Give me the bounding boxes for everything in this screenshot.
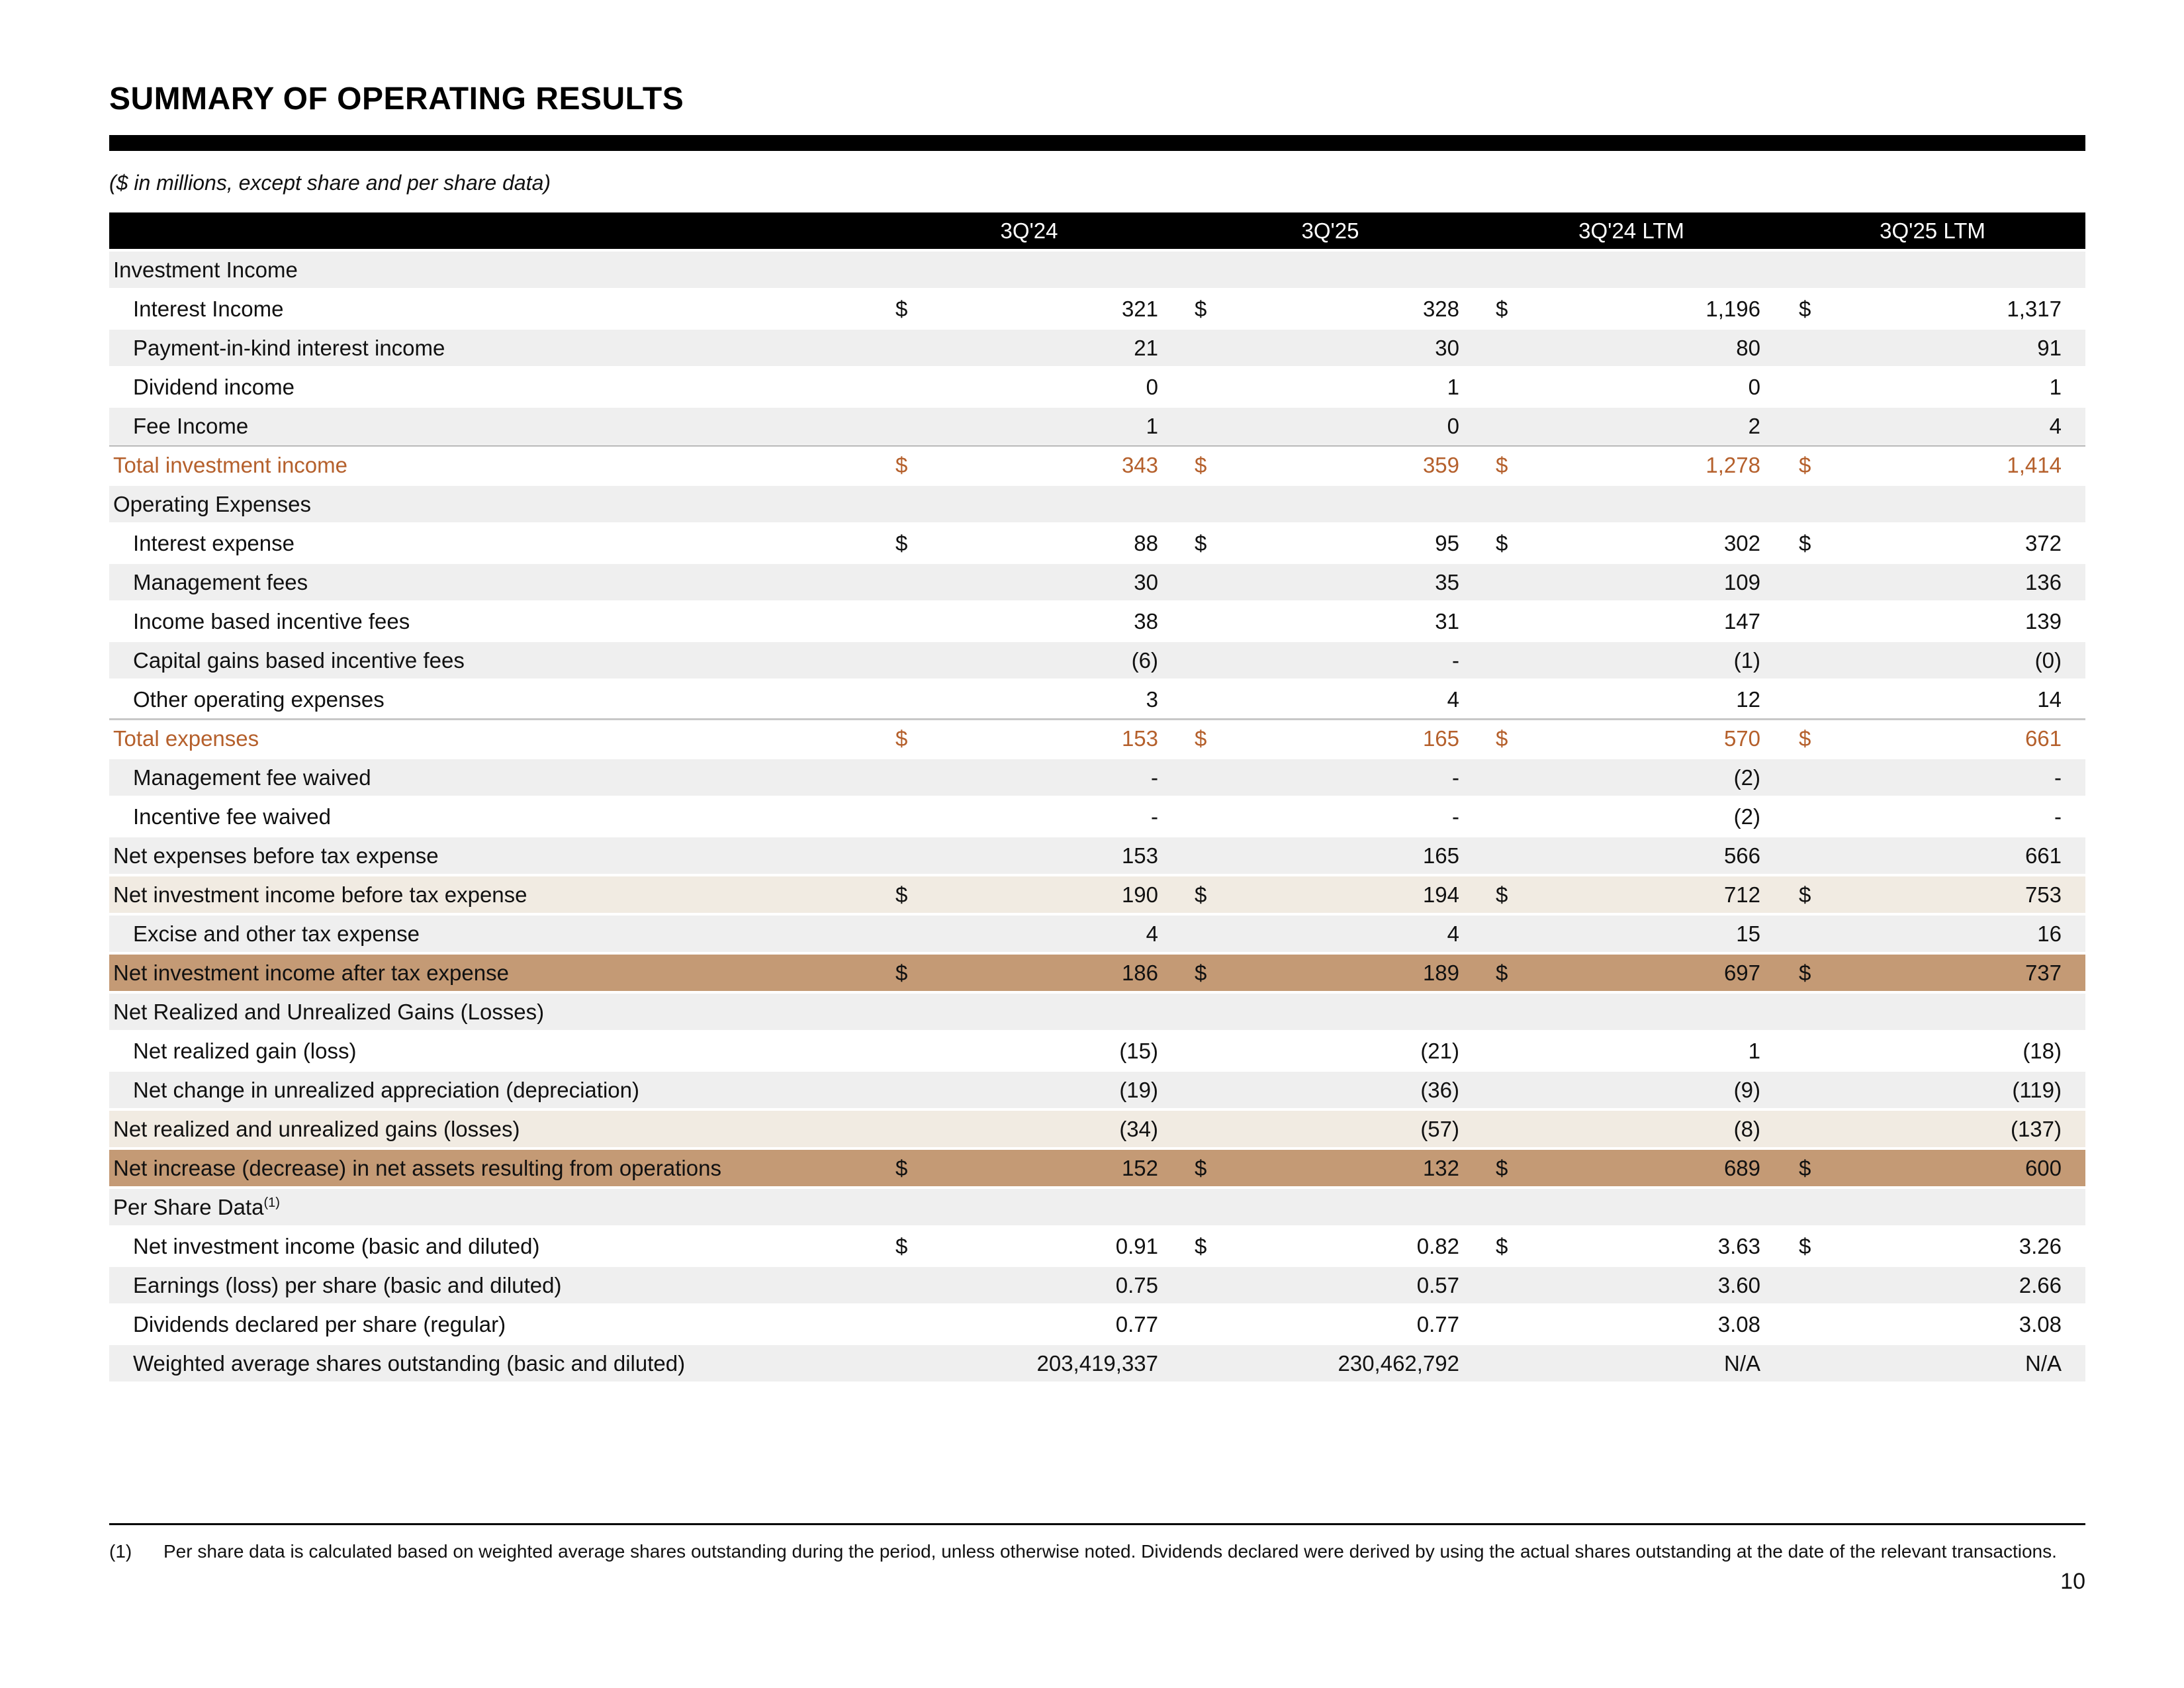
table-row: [109, 681, 2085, 718]
cell-value: 165: [1422, 726, 1459, 751]
row-label: [113, 486, 311, 522]
row-label: [113, 1189, 280, 1225]
row-label-text: Net change in unrealized appreciation (depreciation): [133, 1078, 639, 1102]
cell-value: 0.75: [1115, 1273, 1158, 1297]
row-label-text: Operating Expenses: [113, 492, 312, 516]
row-label: [113, 876, 527, 913]
cell-value: N/A: [1723, 1351, 1760, 1376]
dollar-sign: $: [1195, 531, 1207, 555]
cell-value: (2): [1733, 804, 1760, 829]
dollar-sign: $: [895, 453, 908, 477]
dollar-sign: $: [1799, 882, 1811, 907]
row-label-text: Management fees: [133, 570, 308, 594]
row-label-text: Capital gains based incentive fees: [133, 648, 465, 673]
cell-value: 2.66: [2019, 1273, 2062, 1297]
cell-value: 712: [1723, 882, 1760, 907]
row-label-text: Earnings (loss) per share (basic and diluted): [133, 1273, 562, 1297]
table-row: [109, 718, 2085, 757]
footnote-text: Per share data is calculated based on weighted average shares outstanding during the period, unless otherwise noted. Dividends declared were derived by using the actual shares outstanding at the date of the relevant transactions.: [163, 1541, 2057, 1562]
row-label-text: Weighted average shares outstanding (basic and diluted): [133, 1351, 686, 1376]
cell-value: 38: [1134, 609, 1158, 633]
table-row: [109, 1150, 2085, 1186]
cell-value: 0: [1146, 375, 1158, 399]
cell-value: -: [2054, 765, 2062, 790]
cell-value: (21): [1420, 1039, 1459, 1063]
row-label: [113, 1150, 721, 1186]
cell-value: 321: [1121, 297, 1158, 321]
cell-value: 95: [1435, 531, 1459, 555]
cell-value: 359: [1422, 453, 1459, 477]
table-row: [109, 915, 2085, 952]
table-row: [109, 603, 2085, 639]
dollar-sign: $: [1195, 882, 1207, 907]
table-row: [109, 994, 2085, 1030]
cell-value: 0.91: [1115, 1234, 1158, 1258]
row-label: [133, 408, 248, 444]
cell-value: (8): [1733, 1117, 1760, 1141]
cell-value: 2: [1748, 414, 1760, 438]
row-label: [113, 447, 347, 483]
table-row: [109, 1345, 2085, 1382]
cell-value: 132: [1422, 1156, 1459, 1180]
cell-value: 3.08: [1717, 1312, 1760, 1336]
dollar-sign: $: [1496, 1234, 1508, 1258]
row-label-text: Dividend income: [133, 375, 295, 399]
cell-value: 1,317: [2007, 297, 2062, 321]
cell-value: -: [2054, 804, 2062, 829]
dollar-sign: $: [1496, 961, 1508, 985]
cell-value: 194: [1422, 882, 1459, 907]
cell-value: 1: [1447, 375, 1459, 399]
cell-value: 600: [2025, 1156, 2062, 1180]
cell-value: -: [1151, 765, 1158, 790]
cell-value: 0.57: [1416, 1273, 1459, 1297]
table-row: [109, 1306, 2085, 1342]
table-row: [109, 486, 2085, 522]
footer-rule: [109, 1523, 2085, 1525]
units-subtitle: ($ in millions, except share and per share data): [109, 171, 551, 195]
cell-value: 80: [1736, 336, 1760, 360]
dollar-sign: $: [895, 882, 908, 907]
column-header-3q25-ltm: 3Q'25 LTM: [1880, 218, 1985, 243]
row-label-text: Net expenses before tax expense: [113, 843, 439, 868]
dollar-sign: $: [1496, 1156, 1508, 1180]
cell-value: (36): [1420, 1078, 1459, 1102]
table-row: [109, 525, 2085, 561]
row-label: [133, 681, 385, 718]
cell-value: (9): [1733, 1078, 1760, 1102]
row-label-text: Total investment income: [113, 453, 347, 477]
row-label: [133, 603, 410, 639]
row-label-text: Net realized gain (loss): [133, 1039, 357, 1063]
row-label: [113, 252, 298, 288]
cell-value: 165: [1422, 843, 1459, 868]
row-label-text: Investment Income: [113, 258, 298, 282]
table-row: [109, 369, 2085, 405]
row-label-text: Net increase (decrease) in net assets resulting from operations: [113, 1156, 721, 1180]
cell-value: 1,278: [1706, 453, 1760, 477]
row-label: [133, 1267, 561, 1303]
dollar-sign: $: [1496, 726, 1508, 751]
dollar-sign: $: [1496, 531, 1508, 555]
cell-value: 0: [1447, 414, 1459, 438]
footnote-reference: (1): [263, 1196, 280, 1210]
table-row: [109, 798, 2085, 835]
row-label: [113, 1111, 520, 1147]
cell-value: -: [1452, 765, 1459, 790]
cell-value: -: [1452, 804, 1459, 829]
row-label: [133, 915, 420, 952]
table-row: [109, 837, 2085, 874]
row-label-text: Other operating expenses: [133, 687, 385, 712]
row-label-text: Net realized and unrealized gains (losses): [113, 1117, 520, 1141]
row-label: [113, 955, 509, 991]
cell-value: (19): [1119, 1078, 1158, 1102]
row-label-text: Dividends declared per share (regular): [133, 1312, 506, 1336]
dollar-sign: $: [895, 961, 908, 985]
row-label: [133, 759, 371, 796]
dollar-sign: $: [1195, 297, 1207, 321]
row-label-text: Net investment income after tax expense: [113, 961, 509, 985]
row-label-text: Net Realized and Unrealized Gains (Losses): [113, 1000, 545, 1024]
cell-value: 689: [1723, 1156, 1760, 1180]
row-label-text: Interest Income: [133, 297, 284, 321]
row-label: [133, 1306, 506, 1342]
table-row: [109, 252, 2085, 288]
row-label: [113, 720, 259, 757]
dollar-sign: $: [1799, 453, 1811, 477]
row-label-text: Income based incentive fees: [133, 609, 410, 633]
dollar-sign: $: [1799, 961, 1811, 985]
cell-value: 153: [1121, 843, 1158, 868]
dollar-sign: $: [1195, 726, 1207, 751]
cell-value: (2): [1733, 765, 1760, 790]
cell-value: 91: [2037, 336, 2062, 360]
table-row: [109, 564, 2085, 600]
table-row: [109, 445, 2085, 483]
dollar-sign: $: [1195, 1234, 1207, 1258]
table-header: [109, 212, 2085, 249]
row-label-text: Fee Income: [133, 414, 249, 438]
row-label-text: Total expenses: [113, 726, 259, 751]
table-row: [109, 1072, 2085, 1108]
cell-value: 88: [1134, 531, 1158, 555]
row-label: [133, 291, 283, 327]
page-title: SUMMARY OF OPERATING RESULTS: [109, 81, 684, 117]
cell-value: 30: [1134, 570, 1158, 594]
cell-value: 190: [1121, 882, 1158, 907]
cell-value: 302: [1723, 531, 1760, 555]
cell-value: 3.26: [2019, 1234, 2062, 1258]
row-label-text: Payment-in-kind interest income: [133, 336, 445, 360]
cell-value: 737: [2025, 961, 2062, 985]
table-row: [109, 642, 2085, 679]
table-row: [109, 1228, 2085, 1264]
cell-value: 4: [2049, 414, 2062, 438]
row-label: [133, 1033, 356, 1069]
table-row: [109, 1267, 2085, 1303]
column-header-3q24: 3Q'24: [1000, 218, 1058, 243]
cell-value: 3: [1146, 687, 1158, 712]
cell-value: 230,462,792: [1338, 1351, 1459, 1376]
cell-value: 35: [1435, 570, 1459, 594]
cell-value: 343: [1121, 453, 1158, 477]
row-label-text: Excise and other tax expense: [133, 921, 420, 946]
cell-value: 152: [1121, 1156, 1158, 1180]
row-label-text: Interest expense: [133, 531, 295, 555]
dollar-sign: $: [1195, 1156, 1207, 1180]
cell-value: 14: [2037, 687, 2062, 712]
row-label: [133, 798, 331, 835]
operating-results-table: [109, 212, 2085, 1382]
title-bar: [109, 135, 2085, 151]
cell-value: 661: [2025, 843, 2062, 868]
dollar-sign: $: [1799, 297, 1811, 321]
dollar-sign: $: [1195, 453, 1207, 477]
table-row: [109, 759, 2085, 796]
cell-value: 566: [1723, 843, 1760, 868]
cell-value: 1: [2049, 375, 2062, 399]
cell-value: 372: [2025, 531, 2062, 555]
table-row: [109, 1033, 2085, 1069]
dollar-sign: $: [1496, 297, 1508, 321]
cell-value: (0): [2034, 648, 2062, 673]
row-label: [133, 330, 445, 366]
row-label: [113, 837, 439, 874]
cell-value: 4: [1447, 687, 1459, 712]
cell-value: (119): [2012, 1078, 2062, 1102]
cell-value: 1,414: [2007, 453, 2062, 477]
cell-value: (15): [1119, 1039, 1158, 1063]
cell-value: 753: [2025, 882, 2062, 907]
table-row: [109, 955, 2085, 991]
cell-value: 4: [1146, 921, 1158, 946]
dollar-sign: $: [1195, 961, 1207, 985]
row-label-text: Management fee waived: [133, 765, 371, 790]
row-label: [133, 1228, 539, 1264]
cell-value: 1: [1146, 414, 1158, 438]
cell-value: 697: [1723, 961, 1760, 985]
cell-value: 328: [1422, 297, 1459, 321]
row-label: [113, 994, 544, 1030]
cell-value: 16: [2037, 921, 2062, 946]
row-label: [133, 1072, 639, 1108]
cell-value: N/A: [2025, 1351, 2062, 1376]
cell-value: 0.77: [1416, 1312, 1459, 1336]
column-header-3q24-ltm: 3Q'24 LTM: [1578, 218, 1684, 243]
table-row: [109, 330, 2085, 366]
cell-value: (18): [2023, 1039, 2062, 1063]
cell-value: (1): [1733, 648, 1760, 673]
dollar-sign: $: [1799, 726, 1811, 751]
table-row: [109, 291, 2085, 327]
cell-value: 139: [2025, 609, 2062, 633]
row-label-text: Incentive fee waived: [133, 804, 332, 829]
cell-value: 3.63: [1717, 1234, 1760, 1258]
cell-value: 1,196: [1706, 297, 1760, 321]
dollar-sign: $: [895, 726, 908, 751]
table-row: [109, 408, 2085, 444]
row-label-text: Per Share Data: [113, 1195, 264, 1219]
row-label: [133, 564, 308, 600]
row-label: [133, 369, 295, 405]
cell-value: 0.82: [1416, 1234, 1459, 1258]
cell-value: (34): [1119, 1117, 1158, 1141]
row-label: [133, 1345, 685, 1382]
cell-value: 570: [1723, 726, 1760, 751]
dollar-sign: $: [1799, 1234, 1811, 1258]
cell-value: (137): [2010, 1117, 2062, 1141]
cell-value: 3.08: [2019, 1312, 2062, 1336]
cell-value: 1: [1748, 1039, 1760, 1063]
cell-value: -: [1151, 804, 1158, 829]
dollar-sign: $: [1799, 1156, 1811, 1180]
dollar-sign: $: [895, 531, 908, 555]
dollar-sign: $: [1799, 531, 1811, 555]
cell-value: 3.60: [1717, 1273, 1760, 1297]
table-row: [109, 1189, 2085, 1225]
row-label-text: Net investment income (basic and diluted): [133, 1234, 540, 1258]
cell-value: (57): [1420, 1117, 1459, 1141]
cell-value: 186: [1121, 961, 1158, 985]
cell-value: 109: [1723, 570, 1760, 594]
cell-value: (6): [1131, 648, 1158, 673]
row-label: [133, 642, 465, 679]
cell-value: 12: [1736, 687, 1760, 712]
footnote-marker: (1): [109, 1541, 132, 1562]
column-header-3q25: 3Q'25: [1301, 218, 1359, 243]
table-row: [109, 1111, 2085, 1147]
cell-value: 15: [1736, 921, 1760, 946]
cell-value: 31: [1435, 609, 1459, 633]
cell-value: 0.77: [1115, 1312, 1158, 1336]
cell-value: 203,419,337: [1036, 1351, 1158, 1376]
cell-value: 4: [1447, 921, 1459, 946]
cell-value: 147: [1723, 609, 1760, 633]
cell-value: 153: [1121, 726, 1158, 751]
dollar-sign: $: [895, 1156, 908, 1180]
cell-value: 30: [1435, 336, 1459, 360]
row-label: [133, 525, 295, 561]
cell-value: 0: [1748, 375, 1760, 399]
page-number: 10: [2060, 1569, 2085, 1594]
cell-value: 189: [1422, 961, 1459, 985]
dollar-sign: $: [895, 297, 908, 321]
cell-value: 661: [2025, 726, 2062, 751]
cell-value: 21: [1134, 336, 1158, 360]
dollar-sign: $: [1496, 453, 1508, 477]
table-row: [109, 876, 2085, 913]
cell-value: 136: [2025, 570, 2062, 594]
cell-value: -: [1452, 648, 1459, 673]
dollar-sign: $: [1496, 882, 1508, 907]
dollar-sign: $: [895, 1234, 908, 1258]
row-label-text: Net investment income before tax expense: [113, 882, 527, 907]
